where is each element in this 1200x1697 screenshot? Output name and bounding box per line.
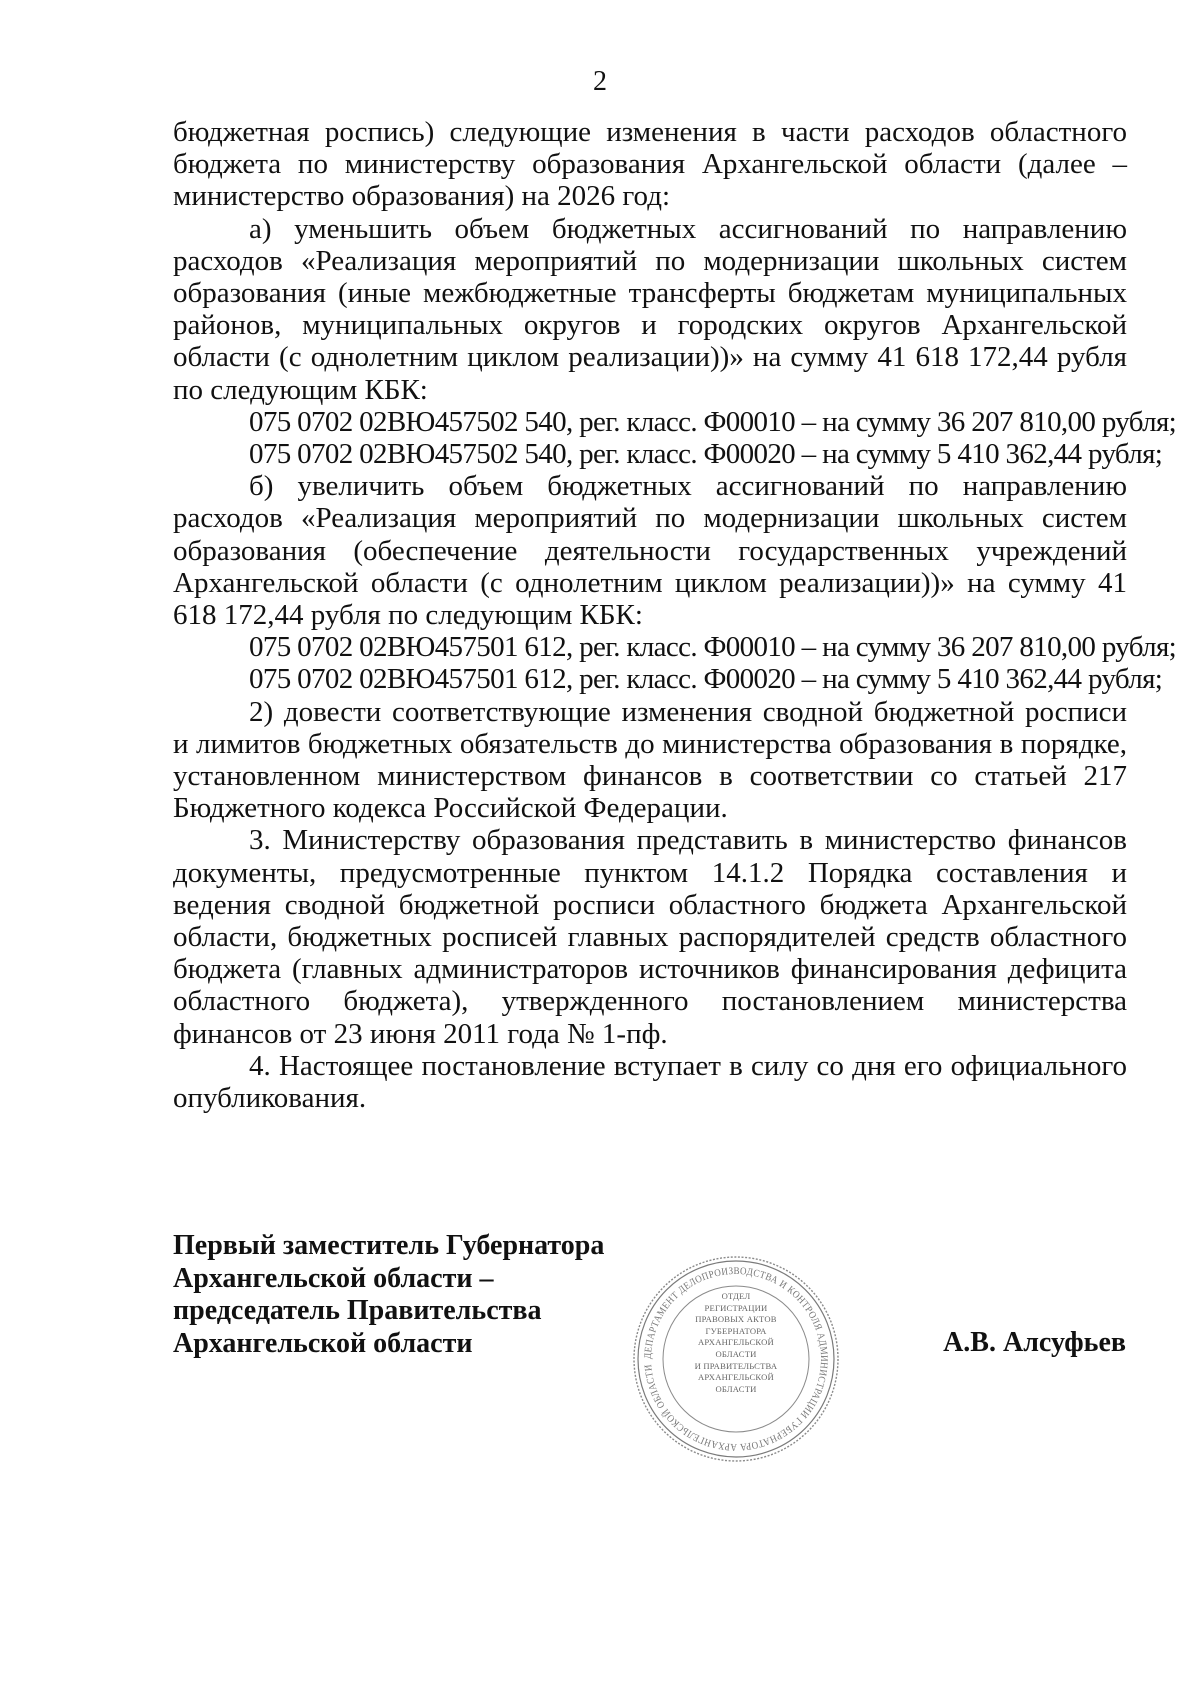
kbk-line: 075 0702 02ВЮ457501 612, рег. класс. Ф00020 – на сумму 5 410 362,44 рубля; (249, 663, 1163, 696)
seal-text-line: ОБЛАСТИ (715, 1348, 757, 1359)
seal-text-line: РЕГИСТРАЦИИ (704, 1302, 768, 1313)
page-number: 2 (593, 66, 607, 97)
seal-text-line: АРХАНГЕЛЬСКОЙ (698, 1337, 774, 1348)
paragraph: 4. Настоящее постановление вступает в силу со дня его официального опубликования. (173, 1049, 1127, 1115)
document-body (173, 116, 1177, 1115)
paragraph: а) уменьшить объем бюджетных ассигнований по направлению расходов «Реализация мероприятий по модернизации школьных систем образования (иные межбюджетные трансферты бюджетам муниципальных районов, муниципальных округов и городских округов Архангельской области (с однолетним циклом реализации))» на сумму 41 618 172,44 рубля по следующим КБК: (173, 212, 1127, 406)
seal-center-text (656, 1291, 816, 1395)
seal-text-line: ГУБЕРНАТОРА (705, 1325, 767, 1336)
seal-ring-text: ДЕПАРТАМЕНТ ДЕЛОПРОИЗВОДСТВА И КОНТРОЛЯ АДМИНИСТРАЦИИ ГУБЕРНАТОРА АРХАНГЕЛЬСКОЙ ОБЛАСТИ (642, 1265, 830, 1453)
seal-text-line: ОБЛАСТИ (715, 1383, 757, 1394)
signatory-name: А.В. Алсуфьев (943, 1327, 1126, 1358)
official-seal (630, 1253, 842, 1465)
signatory-title (173, 1230, 604, 1360)
paragraph: б) увеличить объем бюджетных ассигнований по направлению расходов «Реализация мероприятий по модернизации школьных систем образования (обеспечение деятельности государственных учреждений Архангельской области (с однолетним циклом реализации))» на сумму 41 618 172,44 рубля по следующим КБК: (173, 470, 1127, 632)
paragraph: бюджетная роспись) следующие изменения в части расходов областного бюджета по министерству образования Архангельской области (далее – министерство образования) на 2026 год: (173, 116, 1127, 213)
paragraph: 2) довести соответствующие изменения сводной бюджетной росписи и лимитов бюджетных обязательств до министерства образования в порядке, установленном министерством финансов в соответствии со статьей 217 Бюджетного кодекса Российской Федерации. (173, 695, 1127, 825)
seal-text-line: ПРАВОВЫХ АКТОВ (695, 1314, 777, 1325)
signatory-title-line: Архангельской области – (173, 1262, 494, 1294)
kbk-line: 075 0702 02ВЮ457502 540, рег. класс. Ф00010 – на сумму 36 207 810,00 рубля; (249, 405, 1177, 438)
signatory-title-line: председатель Правительства (173, 1295, 542, 1326)
signatory-title-line: Первый заместитель Губернатора (173, 1230, 605, 1261)
paragraph: 3. Министерству образования представить в министерство финансов документы, предусмотренные пунктом 14.1.2 Порядка составления и ведения сводной бюджетной росписи областного бюджета Архангельской области, бюджетных росписей главных распорядителей средств областного бюджета (главных администраторов источников финансирования дефицита областного бюджета), утвержденного постановлением министерства финансов от 23 июня 2011 года № 1-пф. (173, 824, 1127, 1050)
kbk-line: 075 0702 02ВЮ457502 540, рег. класс. Ф00020 – на сумму 5 410 362,44 рубля; (249, 438, 1163, 471)
seal-text-line: И ПРАВИТЕЛЬСТВА (694, 1360, 778, 1371)
seal-text-line: АРХАНГЕЛЬСКОЙ (698, 1372, 774, 1383)
kbk-line: 075 0702 02ВЮ457501 612, рег. класс. Ф00010 – на сумму 36 207 810,00 рубля; (249, 631, 1177, 664)
seal-text-line: ОТДЕЛ (721, 1291, 751, 1301)
signatory-title-line: Архангельской области (173, 1327, 473, 1359)
